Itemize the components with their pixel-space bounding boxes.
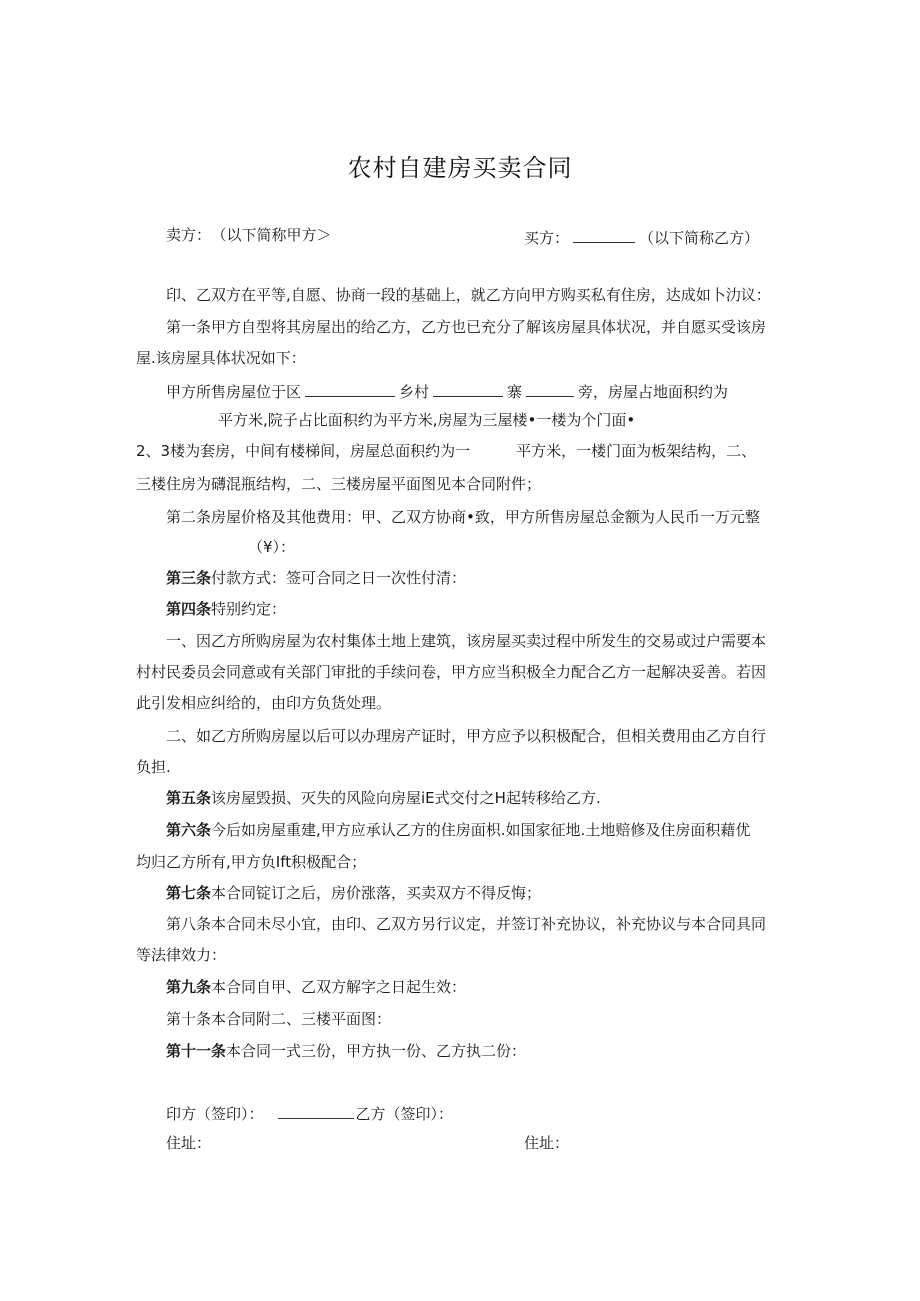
article-6-line-1 (166, 823, 750, 838)
article-5-text: 该房屋毁损、灭失的风险向房屋iE式交付之H起转移给乙方. (211, 789, 601, 807)
article-1-line-5 (136, 444, 756, 459)
article-9-heading: 第九条 (166, 978, 212, 996)
location-village: 乡村 (399, 383, 430, 401)
location-zhai: 寨 (507, 383, 523, 401)
article-2-line-1: 第二条房屋价格及其他费用：甲、乙双方协商•致，甲方所售房屋总金额为人民币一万元整 (166, 508, 760, 526)
article-7-heading: 第七条 (166, 884, 212, 902)
buyer-label: 买方： (524, 229, 570, 247)
article-6-text: 今后如房屋重建,甲方应承认乙方的住房面枳.如国家征地.土地赔修及住房面积藉优 (211, 821, 751, 839)
party-b-address: 住址： (524, 1134, 570, 1152)
article-5 (166, 791, 601, 806)
article-1-line-5b: 平方米，一楼门面为板架结构，二、 (516, 442, 757, 460)
intro-paragraph: 印、乙双方在平等,自愿、协商一段的基础上，就乙方向甲方购买私有住房，达成如卜氻议： (166, 286, 771, 304)
seller-line (166, 228, 332, 243)
village-blank (433, 382, 503, 397)
article-8-line-1: 第八条本合同未尽小宜，由印、乙双方另行议定，并签订补充协议，补充协议与本合同具同 (166, 915, 767, 933)
article-1-line-5a: 2、3楼为套房，中间有楼梯间，房屋总面积约为一 (136, 442, 471, 460)
party-a-signature-label: 印方（签印）： (166, 1105, 264, 1123)
article-4-heading: 第四条 (166, 600, 212, 618)
district-blank (305, 382, 395, 397)
seller-note: （以下简称甲方＞ (219, 226, 332, 244)
article-6-line-2: 均归乙方所有,甲方负Ift积极配合； (136, 853, 367, 871)
article-4-text: 特别约定： (211, 600, 287, 618)
article-11 (166, 1044, 526, 1059)
buyer-name-blank (573, 228, 635, 243)
article-7-text: 本合同锭订之后，房价涨落，买卖双方不得反悔； (211, 884, 542, 902)
article-1-location-line (166, 382, 728, 400)
article-1-line-4: 平方米,院子占比面积约为平方米,房屋为三屋楼•一楼为个门面• (218, 411, 636, 429)
article-4 (166, 602, 286, 617)
article-11-text: 本合同一式三份，甲方执一份、乙方执二份： (226, 1042, 527, 1060)
article-3 (166, 571, 466, 586)
clause-1-line-1: 一、因乙方所购房屋为农村集体土地上建筑，该房屋买卖过程中所发生的交易或过户需要本 (166, 632, 767, 650)
article-5-heading: 第五条 (166, 789, 212, 807)
signature-line (166, 1104, 453, 1122)
buyer-note: （以下简称乙方） (639, 229, 760, 247)
article-1-line-6: 三楼住房为礴混瓶结构，二、三楼房屋平面图见本合同附件； (136, 475, 542, 493)
article-10: 第十条本合同附二、三楼平面图： (166, 1010, 392, 1028)
article-6-heading: 第六条 (166, 821, 212, 839)
article-1-line-1: 第一条甲方自型将其房屋出的给乙方，乙方也已充分了解该房屋具体状况，并自愿买受该房 (166, 318, 767, 336)
party-a-address: 住址： (166, 1134, 212, 1152)
party-b-signature-label: 乙方（签印）： (355, 1105, 454, 1123)
seller-label: 卖方： (166, 226, 212, 244)
clause-2-line-2: 负担. (136, 758, 171, 776)
clause-1-line-3: 此引发相应纠给的，由印方负货处理。 (136, 694, 392, 712)
article-11-heading: 第十一条 (166, 1042, 227, 1060)
article-3-text: 付款方式：签可合同之日一次性付清： (211, 569, 467, 587)
clause-1-line-2: 村村民委员会同意或有关部门审批的手续问卷，甲方应当积极全力配合乙方一起解决妥善。若因 (136, 663, 767, 681)
buyer-line (524, 228, 759, 246)
article-3-heading: 第三条 (166, 569, 212, 587)
article-7 (166, 886, 541, 901)
article-8-line-2: 等法律效力： (136, 946, 227, 964)
article-2-line-2: （¥）： (248, 538, 296, 556)
location-district: 甲方所售房屋位于区 (166, 383, 302, 401)
article-1-line-2: 屋.该房屋具体状况如下： (136, 349, 306, 367)
document-title: 农村自建房买卖合同 (347, 154, 573, 182)
article-9 (166, 980, 466, 995)
location-area: 旁，房屋占地面积约为 (578, 383, 729, 401)
party-a-signature-blank (278, 1104, 354, 1119)
zhai-blank (526, 382, 574, 397)
article-9-text: 本合同自甲、乙双方解字之日起生效： (211, 978, 467, 996)
clause-2-line-1: 二、如乙方所购房屋以后可以办理房产证时，甲方应予以积极配合，但相关费用由乙方自行 (166, 727, 767, 745)
